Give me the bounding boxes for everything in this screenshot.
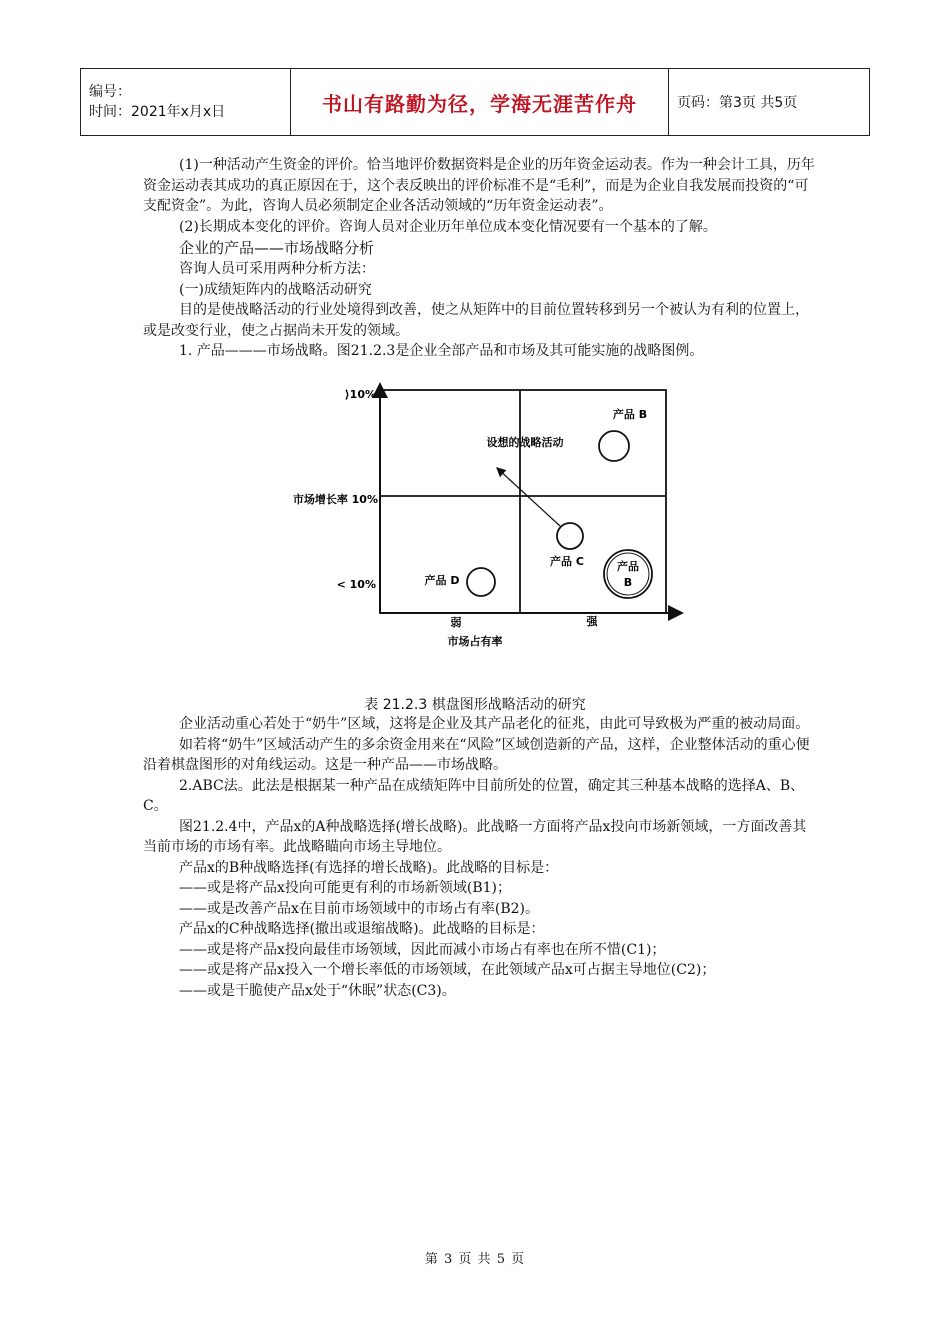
y-label-mid: 市场增长率 10% (292, 493, 378, 506)
paragraph: 企业活动重心若处于“奶牛”区域，这将是企业及其产品老化的征兆，由此可导致极为严重的被动局面。 (179, 716, 810, 732)
product-d-label: 产品 D (424, 574, 460, 587)
product-b-bottom-outer-circle (604, 550, 652, 598)
strategy-matrix-svg (270, 378, 700, 668)
number-label: 编号： (89, 84, 131, 100)
x-label-weak: 弱 (450, 616, 462, 629)
product-b-bottom-label-1: 产品 (617, 560, 639, 573)
paragraph: 产品x的C种战略选择(撤出或退缩战略)。此战略的目标是： (179, 921, 545, 937)
product-b-top-label: 产品 B (612, 408, 648, 421)
paragraph: ——或是干脆使产品x处于“休眠”状态(C3)。 (179, 982, 456, 999)
product-b-bottom-label-2: B (623, 576, 633, 589)
paragraph: 1. 产品———市场战略。图21.2.3是企业全部产品和市场及其可能实施的战略图例。 (179, 343, 704, 359)
paragraph: ——或是将产品x投向最佳市场领域，因此而减小市场占有率也在所不惜(C1)； (179, 941, 666, 958)
x-label-strong: 强 (586, 615, 598, 628)
header-left-cell (81, 69, 291, 136)
paragraph: ——或是将产品x投入一个增长率低的市场领域，在此领域产品x可占据主导地位(C2)； (179, 962, 716, 978)
strategy-matrix-figure (270, 378, 700, 668)
arrow-label: 设想的战略活动 (486, 436, 564, 449)
y-label-high: ⟩10% (344, 388, 376, 401)
paragraph: 咨询人员可采用两种分析方法： (179, 261, 375, 277)
strategy-arrow (497, 468, 560, 526)
paragraph: 产品x的B种战略选择(有选择的增长战略)。此战略的目标是： (179, 859, 559, 876)
page-label: 页码：第3页 共5页 (669, 69, 870, 136)
product-c-label: 产品 C (550, 555, 584, 568)
time-label: 时间：2021年x月x日 (89, 104, 226, 120)
paragraph: 2.ABC法。此法是根据某一种产品在成绩矩阵中目前所处的位置，确定其三种基本战略的选择A、B、C。 (143, 777, 805, 814)
page-footer: 第 3 页 共 5 页 (424, 1252, 526, 1267)
header-table (80, 68, 870, 136)
section-two (143, 714, 815, 1001)
motto: 书山有路勤为径，学海无涯苦作舟 (291, 69, 669, 136)
y-label-low: < 10% (336, 578, 376, 591)
section-one (143, 155, 815, 362)
section-heading: 企业的产品——市场战略分析 (179, 239, 375, 257)
product-c-circle (557, 523, 583, 549)
paragraph: 图21.2.4中，产品x的A种战略选择(增长战略)。此战略一方面将产品x投向市场新领域，一方面改善其当前市场的市场有率。此战略瞄向市场主导地位。 (143, 818, 807, 855)
x-axis-title: 市场占有率 (447, 635, 503, 648)
paragraph: 如若将“奶牛”区域活动产生的多余资金用来在“风险”区域创造新的产品，这样，企业整体活动的重心便沿着棋盘图形的对角线运动。这是一种产品——市场战略。 (143, 736, 810, 773)
paragraph: ——或是将产品x投向可能更有利的市场新领域(B1)； (179, 880, 512, 896)
paragraph: 目的是使战略活动的行业处境得到改善，使之从矩阵中的目前位置转移到另一个被认为有利的位置上，或是改变行业，使之占据尚未开发的领域。 (143, 302, 809, 339)
product-b-top-circle (599, 431, 629, 461)
paragraph: (1)一种活动产生资金的评价。恰当地评价数据资料是企业的历年资金运动表。作为一种会计工具，历年资金运动表其成功的真正原因在于，这个表反映出的评价标准不是“毛利”，而是为企业自我发展而投资的“可支配资金”。为此，咨询人员必须制定企业各活动领域的“历年资金运动表”。 (143, 157, 815, 214)
figure-caption: 表 21.2.3 棋盘图形战略活动的研究 (364, 697, 586, 713)
paragraph: ——或是改善产品x在目前市场领域中的市场占有率(B2)。 (179, 900, 540, 917)
paragraph: (一)成绩矩阵内的战略活动研究 (179, 281, 372, 298)
paragraph: (2)长期成本变化的评价。咨询人员对企业历年单位成本变化情况要有一个基本的了解。 (179, 218, 717, 235)
product-d-circle (467, 568, 495, 596)
